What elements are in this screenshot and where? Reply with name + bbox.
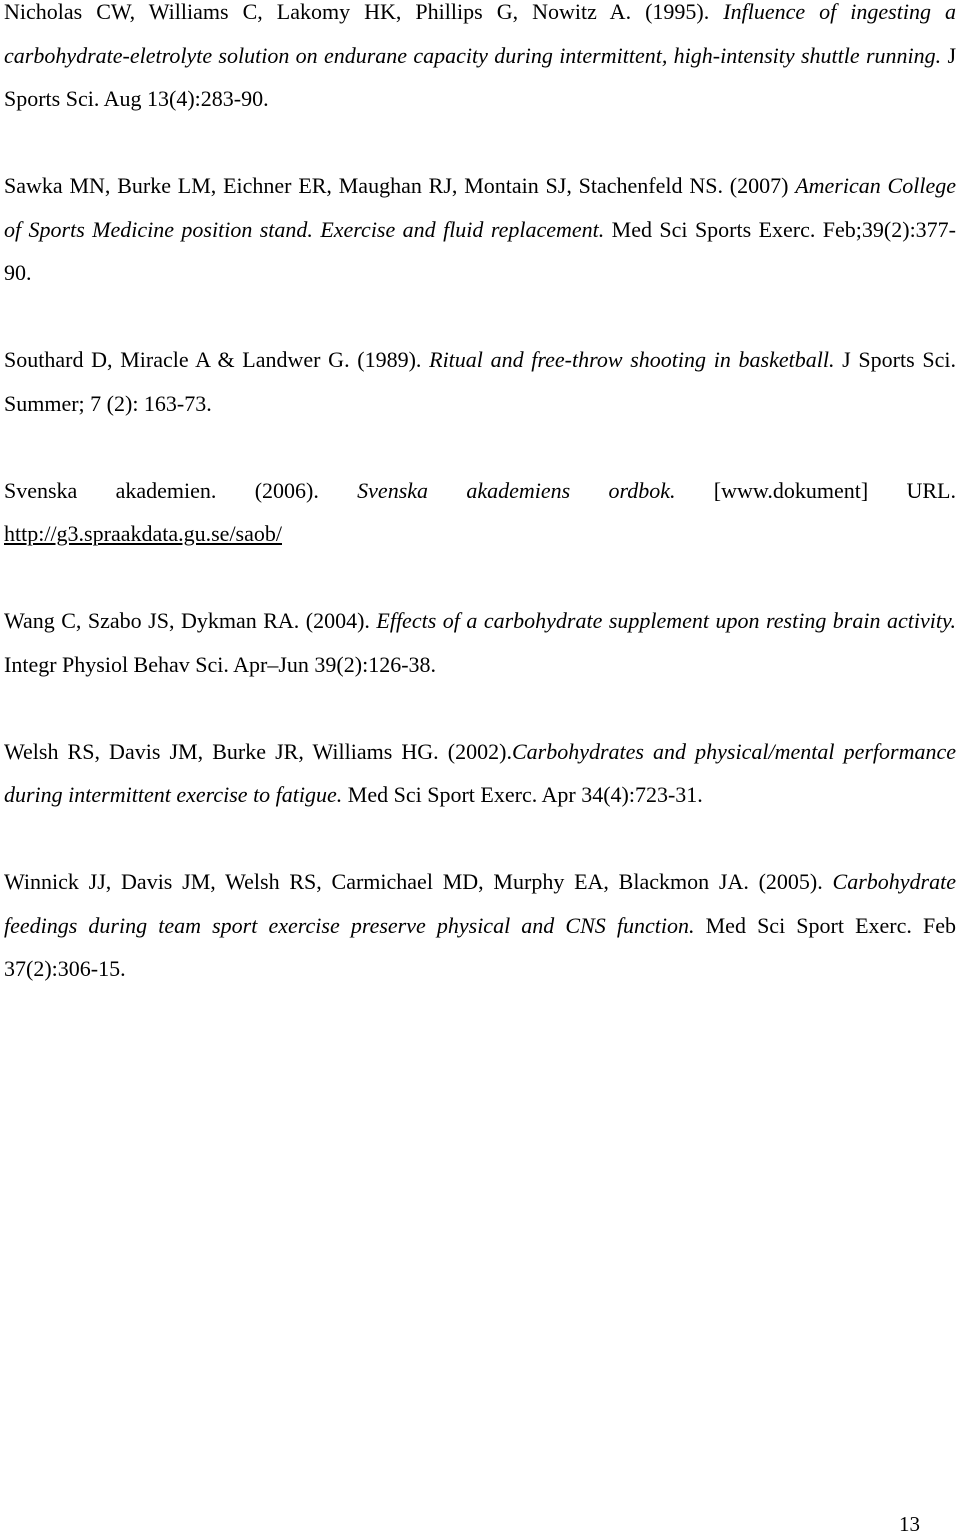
reference-authors-year: Sawka MN, Burke LM, Eichner ER, Maughan RJ, Montain SJ, Stachenfeld NS. (2007)	[4, 173, 796, 198]
reference-authors-year: Winnick JJ, Davis JM, Welsh RS, Carmichael MD, Murphy EA, Blackmon JA. (2005).	[4, 869, 833, 894]
reference-entry	[4, 164, 956, 295]
reference-entry	[4, 338, 956, 425]
reference-authors-year: Svenska akademien. (2006).	[4, 477, 358, 503]
reference-title: Influence of ingesting a carbohydrate-eletrolyte solution on endurane capacity during intermittent, high-intensity shuttle running.	[4, 0, 956, 68]
reference-title: Carbohydrates and physical/mental performance during intermittent exercise to fatigue.	[4, 738, 956, 807]
reference-authors-year: Southard D, Miracle A & Landwer G. (1989).	[4, 347, 430, 372]
reference-list	[4, 0, 956, 1034]
reference-authors-year: Wang C, Szabo JS, Dykman RA. (2004).	[4, 608, 377, 633]
reference-title: Effects of a carbohydrate supplement upon resting brain activity.	[376, 608, 956, 633]
reference-source: Integr Physiol Behav Sci. Apr–Jun 39(2):126-38.	[4, 651, 437, 677]
page-number: 13	[899, 1512, 920, 1536]
reference-entry	[4, 730, 956, 817]
reference-url-link[interactable]: http://g3.spraakdata.gu.se/saob/	[4, 521, 282, 546]
reference-entry	[4, 860, 956, 991]
reference-authors-year: Nicholas CW, Williams C, Lakomy HK, Phillips G, Nowitz A. (1995).	[4, 0, 724, 24]
reference-entry	[4, 469, 956, 556]
reference-title: Svenska akademiens ordbok.	[357, 477, 676, 503]
reference-title: Ritual and free-throw shooting in basketball.	[429, 347, 835, 372]
reference-authors-year: Welsh RS, Davis JM, Burke JR, Williams HG. (2002).	[4, 738, 512, 764]
reference-source: Med Sci Sports Exerc. Feb;39(2):377-90.	[4, 216, 957, 285]
reference-entry	[4, 599, 956, 686]
reference-source: Med Sci Sport Exerc. Apr 34(4):723-31.	[342, 782, 703, 807]
reference-title: American College of Sports Medicine position stand. Exercise and fluid replacement.	[4, 173, 956, 242]
reference-source: J Sports Sci. Aug 13(4):283-90.	[4, 42, 957, 111]
reference-entry	[4, 0, 956, 121]
reference-title: Carbohydrate feedings during team sport exercise preserve physical and CNS function.	[4, 869, 956, 938]
reference-source: J Sports Sci. Summer; 7 (2): 163-73.	[4, 347, 956, 416]
reference-source: Med Sci Sport Exerc. Feb 37(2):306-15.	[4, 912, 956, 981]
reference-source: [www.dokument] URL.	[675, 477, 956, 503]
